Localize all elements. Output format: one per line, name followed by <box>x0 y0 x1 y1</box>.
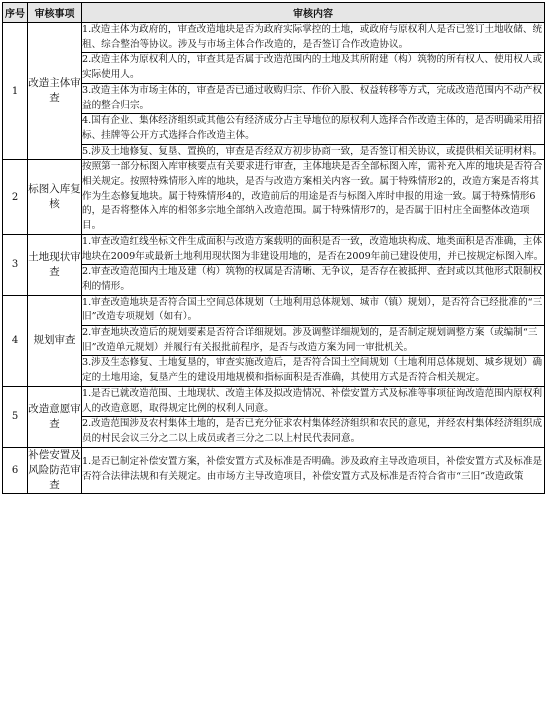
table-row <box>3 144 545 160</box>
row-item: 土地现状审查 <box>28 234 82 295</box>
content-cell: 2.审查地块改造后的规划要素是否符合详细规划。涉及调整详细规划的，是否制定规划调整方案（或编制“三旧”改造单元规划）并履行有关报批前程序，是否与改造方案为同一审批机关。 <box>82 326 545 356</box>
row-number: 5 <box>3 386 28 447</box>
header-content: 审核内容 <box>82 3 545 23</box>
content-cell: 1.是否已就改造范围、土地现状、改造主体及拟改造情况、补偿安置方式及标准等事项征询改造范围内原权利人的改造意愿，取得规定比例的权利人同意。 <box>82 386 545 416</box>
table-row <box>3 114 545 144</box>
row-number: 4 <box>3 295 28 386</box>
row-item: 规划审查 <box>28 295 82 386</box>
header-item: 审核事项 <box>28 3 82 23</box>
table-row <box>3 53 545 83</box>
content-cell: 1.是否已制定补偿安置方案，补偿安置方式及标准是否明确。涉及政府主导改造项目，补偿安置方式及标准是否符合法律法规和有关规定。由市场方主导改造项目，补偿安置方式及标准是否符合省市“三旧”改造政策 <box>82 447 545 493</box>
table-row <box>3 356 545 386</box>
table-row <box>3 234 545 264</box>
content-cell: 1.改造主体为政府的，审查改造地块是否为政府实际掌控的土地，或政府与原权利人是否已签订土地收储、统租、综合整治等协议。涉及与市场主体合作改造的，是否签订合作改造协议。 <box>82 23 545 53</box>
table-row <box>3 447 545 493</box>
content-cell: 4.国有企业、集体经济组织或其他公有经济成分占主导地位的原权利人选择合作改造主体的，是否明确采用招标、挂牌等公开方式选择合作改造主体。 <box>82 114 545 144</box>
table-row <box>3 83 545 113</box>
row-item: 改造主体审查 <box>28 23 82 160</box>
content-cell: 按照第一部分标图入库审核要点有关要求进行审查，主体地块是否全部标图入库，需补充入库的地块是否符合相关规定。按照特殊情形入库的地块，是否与改造方案相关内容一致。属于特殊情形2的，改造方案是否将其作为生态修复地块。属于特殊情形4的，改造前后的用途是否与标图入库时申报的用途一致。属于特殊情形6的，是否将整体入库的相邻多宗地全部纳入改造范围。属于特殊情形7的，是否属于旧村庄全面整体改造项目。 <box>82 160 545 235</box>
header-row <box>3 3 545 23</box>
review-table <box>2 2 545 494</box>
table-row <box>3 417 545 447</box>
content-cell: 2.改造主体为原权利人的，审查其是否属于改造范围内的土地及其所附建（构）筑物的所有权人、使用权人或实际使用人。 <box>82 53 545 83</box>
row-item: 补偿安置及风险防范审查 <box>28 447 82 493</box>
row-number: 2 <box>3 160 28 235</box>
content-cell: 5.涉及土地修复、复垦、置换的，审查是否经双方初步协商一致，是否签订相关协议，或提供相关证明材料。 <box>82 144 545 160</box>
row-item: 改造意愿审查 <box>28 386 82 447</box>
row-item: 标图入库复核 <box>28 160 82 235</box>
content-cell: 2.审查改造范围内土地及建（构）筑物的权属是否清晰、无争议，是否存在被抵押、查封或以其他形式限制权利的情形。 <box>82 265 545 295</box>
table-row <box>3 295 545 325</box>
row-number: 3 <box>3 234 28 295</box>
table-row <box>3 326 545 356</box>
table-row <box>3 265 545 295</box>
row-number: 1 <box>3 23 28 160</box>
content-cell: 1.审查改造红线坐标文件生成面积与改造方案载明的面积是否一致，改造地块构成、地类面积是否准确，主体地块在2009年或最新土地利用现状图为非建设用地的，是否在2009年前已建设使用，并已按规定标图入库。 <box>82 234 545 264</box>
content-cell: 3.改造主体为市场主体的，审查是否已通过收购归宗、作价入股、权益转移等方式，完成改造范围内不动产权益的整合归宗。 <box>82 83 545 113</box>
table-row <box>3 160 545 235</box>
content-cell: 2.改造范围涉及农村集体土地的，是否已充分征求农村集体经济组织和农民的意见，并经农村集体经济组织成员的村民会议三分之二以上成员或者三分之二以上村民代表同意。 <box>82 417 545 447</box>
content-cell: 1.审查改造地块是否符合国土空间总体规划（土地利用总体规划、城市（镇）规划），是否符合已经批准的“三旧”改造专项规划（如有）。 <box>82 295 545 325</box>
table-row <box>3 386 545 416</box>
row-number: 6 <box>3 447 28 493</box>
table-row <box>3 23 545 53</box>
header-no: 序号 <box>3 3 28 23</box>
content-cell: 3.涉及生态修复、土地复垦的，审查实施改造后，是否符合国土空间规划（土地利用总体规划、城乡规划）确定的土地用途，复垦产生的建设用地规模和指标面积是否准确，其使用方式是否符合相关规定。 <box>82 356 545 386</box>
